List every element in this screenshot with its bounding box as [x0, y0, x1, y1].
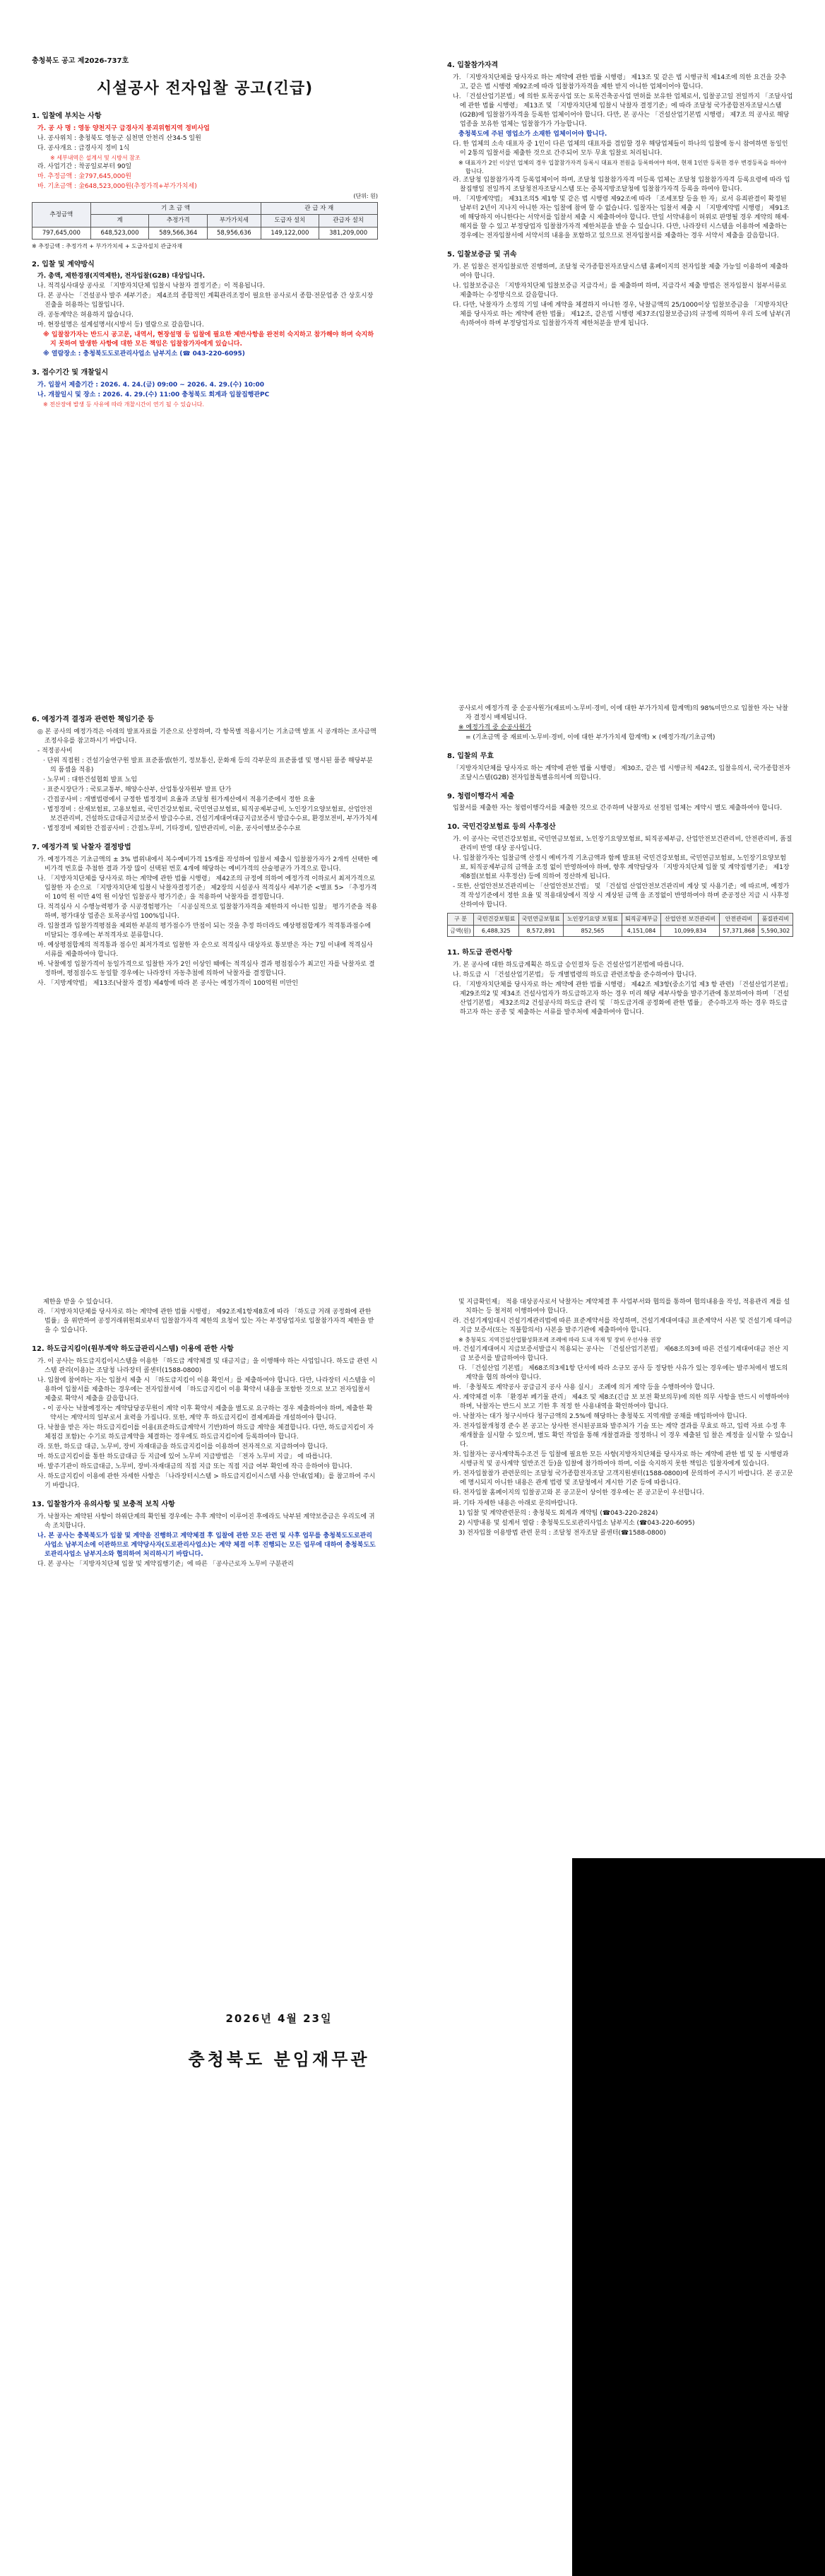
award-ga: 가. 예정가격은 기초금액의 ± 3% 범위내에서 복수예비가격 15개를 작성하여 입찰서 제출시 입찰참가자가 2개씩 선택한 예비가격 번호를 추첨한 결과 가장 많이 선택된 번호 4개에 해당하는 예비가격의 산술평균가 가격으로 합니다. [37, 856, 378, 873]
eligibility-da-note: ※ 대표자가 2인 이상인 업체의 경우 입찰참가자격 등록시 대표자 전원을 등록하여야 하며, 현재 1인만 등록한 경우 변경등록을 하여야 합니다. [458, 159, 787, 175]
guardian-na: 나. 입찰에 참여하는 자는 입찰서 제출 시 「하도급지킴이 이용 확인서」를 제출하여야 합니다. 다만, 나라장터 시스템을 이용하여 입찰서를 제출하는 경우에는 전자입찰서에 「하도급지킴이 이용 확약서 내용을 포함한 것으로 보고 전자입찰서 제출로 확약서 제출을 갈음합니다. [37, 1376, 376, 1402]
page3-right-column [447, 1297, 793, 1539]
notes-ja: 자. 전자입찰개청경 준수 본 공고는 상사한 전시된공표와 발주처가 기술 또는 계약 결과를 무효로 하고, 입력 자료 수정 후 재개찰을 실시할 수 있으며, 별도 확인 작업을 통해 개찰결과를 정정하니 이 경우 제출된 입 찰은 계정을 실시할 수 있습니다. [453, 1423, 793, 1449]
insurance-value-3: 852,565 [564, 925, 622, 937]
insurance-header-7: 품질관리비 [758, 914, 793, 926]
award-da: 다. 적격심사 시 수행능력평가 중 시공경험평가는 「시공실적으로 입찰참가자격을 제한하지 아니한 입찰」 평가기준을 적용하며, 평가대상 업종은 토목공사업 100%입니다. [37, 903, 378, 920]
award-ra: 라. 입찰결과 입찰가격평점을 제외한 부분의 평가점수가 만점이 되는 것을 추정 하더라도 예상평점합계가 적격통과점수에 미달되는 경우에는 부적격자로 분류합니다. [37, 922, 371, 939]
section-5-title: 5. 입찰보증금 및 귀속 [447, 251, 517, 259]
integrity-pledge: 입찰서를 제출한 자는 청렴이행각서를 제출한 것으로 간주하며 낙찰자로 선정된 업체는 계약시 별도 제출하여야 합니다. [453, 805, 783, 813]
insurance-na: 나. 입찰참가자는 입찰금액 산정시 예비가격 기초금액과 함께 발표된 국민건강보험료, 국민연금보험료, 노인장기요양보험료, 퇴직공제부금의 금액을 조정 없이 반영하여야 하며, 향후 계약담당자 「지방자치단체 입찰 및 계약집행기준」 제1장 제8절(보험료 사후정산) 등에 의하여 정산하게 됩니다. [453, 854, 790, 881]
cost-item-1: · 단위 직접원 : 건설기술연구원 발표 표준품셈(한기, 정보통신, 문화재 등의 각부문의 표준품셈 및 명시된 품종 해당부분의 품셈을 적용) [43, 757, 373, 774]
insurance-header-5: 산업안전 보건관리비 [661, 914, 720, 926]
site-briefing: 마. 현장설명은 설계설명서(시방서 등) 열람으로 갈음합니다. [37, 321, 204, 329]
budget-value-contractor-install: 149,122,000 [261, 227, 319, 239]
notes-ba: 바. 「충청북도 계약공사 공급금지 공사 사용 실시」 조례에 의거 계약 등을 수행하여야 합니다. [453, 1383, 716, 1391]
section-8-title: 8. 입찰의 무효 [447, 752, 494, 761]
cost-item-6: · 법정경비 제외한 간접공사비 : 간접노무비, 기타경비, 일반관리비, 이윤, 공사이행보증수수료 [43, 825, 301, 832]
net-cost-formula: = (기초금액 중 재료비·노무비·경비, 이에 대한 부가가치세 합계액) × (예정가격/기초금액) [465, 734, 716, 742]
page-1 [0, 0, 825, 608]
eligibility-ma: 마. 「지방계약법」 제31조의5 제1항 및 같은 법 시행령 제92조에 따라 「조세포탈 등을 한 자」로서 유죄판결이 확정된 날부터 2년이 지나지 아니한 자는 입찰에 참여 할 수 없습니다. 입찰자는 입찰서 제출 시 「지방계약법 시행령」 제91조에 해당하지 아니한다는 서약서를 입찰서 제출 시 제출하여야 합니다. 만일 서약내용이 허위로 판명될 경우 계약의 해제·해지를 할 수 있고 부정당업자 입찰참가자격 제한처분을 받을 수 있습니다. 다만, 나라장터 시스템을 이용하여 제출하는 경우에는 전자입찰서에 서약서의 내용을 포함하고 있으므로 전자입찰서를 제출하는 경우 서약서 제출을 갈음합니다. [453, 196, 790, 240]
contract-method: 가. 총액, 제한경쟁(지역제한), 전자입찰(G2B) 대상입니다. [37, 273, 206, 280]
eligibility-na-location: 충청북도에 주된 영업소가 소재한 업체이어야 합니다. [458, 130, 607, 138]
page1-right-column [447, 57, 793, 329]
project-summary: 다. 공사개요 : 급경사지 정비 1식 [37, 144, 130, 152]
guardian-ra: 다. 낙찰을 받은 자는 하도급지킴이를 이용(표준하도급계약서 기반)하여 하도급 계약을 체결합니다. 다만, 하도급지킴이 자체점검 포함)는 수기로 하도급계약을 체결하는 경우에도 하도급지킴이에 등록하여야 합니다. [37, 1424, 374, 1441]
budget-value-sum: 648,523,000 [90, 227, 149, 239]
notes-pa: 파. 기타 자세한 내용은 아래로 문의바랍니다. [453, 1499, 578, 1507]
cost-item-3: · 표준시장단가 : 국토교통부, 해양수산부, 산업통상자원부 발표 단가 [43, 786, 232, 793]
budget-value-price: 589,566,364 [149, 227, 208, 239]
notes-sa: 사. 계약체결 이후 「환경부 페기물 관리」 제4조 및 제8조(긴급 보 보전 확보의무)에 의한 의무 사항을 반드시 이행하여야 하며, 낙찰자는 반드시 보고 기한 후 적정 한 사용내역을 확인하여야 합니다. [453, 1394, 790, 1411]
award-ba: 바. 낙찰예정 입찰가격이 동일가격으로 입찰한 자가 2인 이상인 때에는 적격심사 결과 평점점수가 최고인 자를 낙찰자로 결정하며, 평점점수도 동일할 경우에는 나라장터 자동추첨에 의하여 낙찰자를 결정합니다. [37, 961, 375, 978]
subcontract-ga: 가. 본 공사에 대한 하도급계획은 하도급 승인절차 등은 건설산업기본법에 따릅니다. [453, 961, 684, 969]
page-3 [0, 1241, 825, 1848]
insurance-header-2: 국민연금보험료 [518, 914, 564, 926]
notes-ma: 마. 건설기계대여시 지급보증서발급시 적용되는 공사는 「건설산업기본법」 제68조의3에 따른 건설기계대여대금 전산 지급 보증서를 발급하여야 합니다. [453, 1345, 789, 1362]
budget-header-vat: 부가가치세 [208, 215, 261, 227]
section-11-title: 11. 하도급 관련사항 [447, 949, 513, 957]
guardian-aa: 사. 하도급지킴이 이용에 관한 자세한 사항은 「나라장터시스템 > 하도급지킴이시스템 사용 안내(업체)」를 참고하여 주시기 바랍니다. [37, 1473, 376, 1490]
page-title: 시설공사 전자입찰 공고(긴급) [96, 80, 314, 98]
base-amount: 바. 기초금액 : 金648,523,000원(추정가격+부가가치세) [37, 183, 197, 191]
invalid-bids: 「지방자치단체를 당사자로 하는 계약에 관한 법률 시행령」 제30조, 같은 법 시행규칙 제42조, 입찰유의서, 국가종합전자조달시스템(G2B) 전자입찰특별유의서에 의합니다. [453, 764, 790, 781]
guardian-sa: 바. 발주기관이 하도급대금, 노무비, 장비·자재대금의 직접 지급 또는 직접 지급 여부 확인에 작극 응하여야 합니다. [37, 1463, 352, 1471]
contact-design: 2) 시방내용 및 설계서 열람 : 충청북도도로관리사업소 남부지소 (☎043-220-6095) [458, 1519, 695, 1527]
section-9-title: 9. 청렴이행각서 제출 [447, 792, 514, 800]
insurance-header-6: 안전관리비 [720, 914, 759, 926]
eligibility-na: 나. 「건설산업기본법」에 의한 토목공사업 또는 토목건축공사업 면허를 보유한 업체로서, 입찰공고일 전일까지 「조달사업에 관한 법률 시행령」 제13조 및 「지방자치단체 입찰시 낙찰자 결정기준」에 따라 조달청 국가종합전자조달시스템(G2B)에 입찰참가자격을 등록한 업체이어야 합니다. 다만, 본 공사는 「건설산업기본법 시행령」 제7조 의 공사로 해당 업종을 보유한 업체는 입찰참가가 가능합니다. [453, 93, 793, 128]
page-4 [0, 1858, 825, 2576]
cross-market-entry: 다. 본 공사는 「건설공사 발주 세부기준」 제4조의 종합적인 계획관리조정이 필요한 공사로서 종합·전문업종 간 상호시장 진출을 허용하는 입찰입니다. [37, 293, 374, 309]
award-sa-continued: 공사로서 예정가격 중 순공사원가(재료비·노무비·경비, 이에 대한 부가가치세 합계액)의 98%미만으로 입찰한 자는 낙찰자 결정시 배제됩니다. [458, 705, 789, 722]
opening-delay-note: ※ 전산장애 발생 등 사유에 따라 개찰시간이 연기 될 수 있습니다. [43, 401, 204, 408]
insurance-value-6: 57,371,868 [720, 925, 759, 937]
section-13-title: 13. 입찰참가자 유의사항 및 보충적 보칙 사항 [32, 1501, 175, 1509]
eligibility-ga: 가. 「지방자치단체를 당사자로 하는 계약에 관한 법률 시행령」 제13조 및 같은 법 시행규칙 제14조에 의한 요건을 갖추고, 같은 법 시행령 제92조에 따라 입찰참가자격을 제한 받지 아니한 업체이어야 합니다. [453, 73, 787, 90]
bidder-warning: ※ 입찰참가자는 반드시 공고문, 내역서, 현장설명 등 입찰에 필요한 제반사항을 완전히 숙지하고 참가해야 하며 숙지하지 못하여 발생한 사항에 대한 모든 책임은 입찰참가자에게 있습니다. [43, 331, 374, 348]
subcontract-ra: 라. 「지방자치단체를 당사자로 하는 계약에 관한 법률 시행령」 제92조제1항제8호에 따라 「하도급 거래 공정화에 관한 법률」을 위반하여 공정거래위원회로부터 입찰참가자격 제한의 요청이 있는 자는 부정당업자로 입찰참가자격 제한을 받을 수 있습니다. [37, 1308, 374, 1335]
project-summary-note: ※ 세부내역은 설계서 및 시방서 참조 [50, 154, 141, 161]
section-12-title: 12. 하도급지킴이(원부계약 하도급관리시스템) 이용에 관한 사항 [32, 1345, 234, 1354]
deposit-ga: 가. 본 입찰은 전자입찰로만 진행하며, 조달청 국가종합전자조달시스템 홈페이지의 전자입찰 제출 가능일 이용하여 제출하여야 합니다. [453, 263, 788, 280]
notes-ka: 카. 전자입찰참가 관련문의는 조달청 국가종합전자조달 고객지원센터(1588-0800)에 문의하여 주시기 바랍니다. 본 공고문에 명시되지 아니한 내용은 관계 법령 및 조달청에서 게시한 기준 등에 따릅니다. [453, 1470, 793, 1487]
insurance-header-4: 퇴직공제부금 [622, 914, 661, 926]
budget-header-sum: 계 [90, 215, 149, 227]
insurance-header-1: 국민건강보험료 [474, 914, 519, 926]
budget-value-government-install: 381,209,000 [319, 227, 378, 239]
guardian-ga: 가. 이 공사는 하도급지킴이시스템을 이용한 「하도급 계약체결 및 대금지급」을 이행해야 하는 사업입니다. 하도급 관련 시스템 관리(이용)는 조달청 나라장터 콜센터(1588-0800) [37, 1357, 378, 1374]
award-na: 나. 「지방자치단체를 당사자로 하는 계약에 관한 법률 시행령」 제42조의 규정에 의하여 예정가격 이하로서 최저가격으로 입찰한 자 순으로 「지방자치단체 입찰시 낙찰자결정기준」 제2장의 시설공사 적격심사 세부기준 <별표 5> 「추정가격이 10억 원 이만 4억 원 이상인 입찰공사 평가기준」을 적용하여 낙찰자를 결정합니다. [37, 875, 377, 901]
notice-number: 충청북도 공고 제2026-737호 [32, 57, 129, 65]
net-cost-label: ※ 예정가격 중 순공사원가 [458, 724, 532, 732]
insurance-da: - 또한, 산업안전보건관리비는 「산업안전보건법」 및 「건설업 산업안전보건관리비 계상 및 사용기준」에 따르며, 예정가격 작성기준에서 정한 요율 및 적용대상에서 직상 시 계상된 금액 을 조정없이 반영하여야 하며 준공정산 지급 시 사후정산하여야 합니다. [453, 883, 790, 909]
issuing-authority: 충청북도 분임재무관 [188, 2050, 370, 2069]
subcontract-na: 나. 하도급 시 「건설산업기본법」 등 개별법령의 하도급 관련조항을 준수하여야 합니다. [453, 971, 697, 979]
project-location: 나. 공사위치 : 충청북도 영동군 심천면 안천리 산34-5 일원 [37, 134, 201, 142]
deposit-na: 나. 입찰보증금은 「지방자치단체 입찰보증금 지급각서」를 제출하며 하며, 지급각서 제출 방법은 전자입찰시 첨부서류로 제출하는 수정방식으로 갈음합니다. [453, 283, 787, 300]
guardian-ma: 라. 또한, 하도급 대금, 노무비, 장비 자재대금을 하도급지킴이를 이용하여 전자적으로 지급하여야 합니다. [37, 1443, 328, 1451]
budget-note: ※ 추정금액 : 추정가격 + 부가가치세 + 도급자설치 관급자재 [32, 242, 183, 249]
insurance-row-label: 금액(원) [448, 925, 474, 937]
page3-left-column [32, 1297, 378, 1570]
guardian-da: - 이 공사는 낙찰예정자는 계약담당공무원이 계약 이후 확약서 제출을 별도로 요구하는 경우 제출하여야 하며, 제출한 확약서는 계약서의 일부로서 효력을 가집니다. 또한, 계약 후 하도급지킴이 결제계좌를 개설하여야 합니다. [43, 1405, 373, 1422]
budget-header-base: 기 초 금 액 [90, 202, 261, 214]
section-6-title: 6. 예정가격 결정과 관련한 책임기준 등 [32, 716, 155, 723]
submission-period: 가. 입찰서 제출기간 : 2026. 4. 24.(금) 09:00 ~ 2026. 4. 29.(수) 10:00 [37, 381, 265, 389]
eligibility-ra: 라. 조달청 입찰참가자격 등록업체이어 하며, 조달청 입찰참가자격 미등록 업체는 조달청 입찰참가자격 등록요령에 따라 입찰집행일 전일까지 조달청전자조달시스템 또는 중복지방조달청에 입찰참가자격 등록을 하여야 합니다. [453, 177, 790, 194]
subcontract-da: 다. 「지방자치단체를 당사자로 하는 계약에 관한 법률 시행령」 제42조 제3항(중소기업 제3 항 관련) 「건설산업기본법」 제29조의2 및 제34조 건설사업자가 하도급하고자 하는 경우 미리 해당 세부사항을 발주기관에 통보하여야 하며 「건설산업기본법」 제32조의2 건설공사의 하도급 관리 및 「하도급거래 공정화에 관한 법률」 준수하고자 하는 경우 하도급하고자 하는 공종 및 제출하는 서류를 발주처에 제출하여야 합니다. [453, 981, 792, 1017]
insurance-value-7: 5,590,302 [758, 925, 793, 937]
announcement-date: 2026년 4월 23일 [225, 2012, 333, 2025]
notes-ma-sub: 다. 「건설산업 기본법」 제68조의3제1항 단서에 따라 소규모 공사 등 정당한 사유가 있는 경우에는 발주처에서 별도의 계약을 협의 하여야 합니다. [458, 1364, 788, 1381]
notes-ra: 라. 건설기계임대시 건설기계관리법에 따른 표준계약서를 작성하며, 건설기계대여대금 표준계약서 사본 및 건설기계 대여금 지급 보증서(또는 직불합의서) 사본을 발주기관에 제출하여야 합니다. [453, 1318, 793, 1335]
notes-da-continued: 및 지급확인제」 적용 대상공사로서 낙찰자는 계약체결 후 사업부서와 협의를 통하여 협의내용을 작성, 적용관리 계를 설치하는 등 철저히 이행하여야 합니다. [458, 1299, 790, 1316]
section-4-title: 4. 입찰참가자격 [447, 61, 499, 69]
insurance-value-5: 10,099,834 [661, 925, 720, 937]
section-3-title: 3. 접수기간 및 개찰일시 [32, 369, 109, 377]
notes-da: 다. 본 공사는 「지방자치단체 입찰 및 계약집행기준」에 따른 「공사근로자 노무비 구분관리 [37, 1561, 294, 1568]
budget-header-government-install: 관급자 설치 [319, 215, 378, 227]
notes-cha: 차. 입찰자는 공사계약특수조건 등 입찰에 필요한 모든 사항(지방자치단체를 당사자로 하는 계약에 관한 법 및 동 시행령과 시행규칙 및 공사계약 일반조건 등)을 입찰에 참가하여야 하며, 이를 숙지하지 못한 책임은 입찰자에게 있습니다. [453, 1451, 789, 1468]
insurance-header-3: 노인장기요양 보험료 [564, 914, 622, 926]
section-10-title: 10. 국민건강보험료 등의 사후정산 [447, 823, 556, 832]
budget-table [32, 202, 378, 240]
project-name: 가. 공 사 명 : 영동 양천지구 급경사지 붕괴위험지역 정비사업 [37, 124, 210, 132]
joint-contract: 라. 공동계약은 허용하지 않습니다. [37, 312, 134, 319]
insurance-value-1: 6,488,325 [474, 925, 519, 937]
notes-na: 나. 본 공사는 충북북도가 입찰 및 계약을 진행하고 계약체결 후 입찰에 관한 모든 관련 및 사후 업무를 충청북도도로관리사업소 남부지소에 이관하므로 계약당사자(도로관리사업소)는 계약 체결 이후 진행되는 모든 업무에 대하여 충청북도도로관리사업소 남부지소와 협의하여 처리하시기 바랍니다. [37, 1532, 376, 1559]
project-period: 라. 사업기간 : 착공일로부터 90일 [37, 163, 132, 171]
page-2 [0, 620, 825, 1227]
insurance-value-4: 4,151,084 [622, 925, 661, 937]
section-1-title: 1. 입찰에 부치는 사항 [32, 112, 102, 120]
price-basis: ◎ 본 공사의 예정가격은 아래의 발표자료를 기준으로 산정하며, 각 항목별 적용시기는 기초금액 발표 시 공개하는 조사금액조정사유를 참고하시기 바랍니다. [37, 728, 376, 745]
cost-heading: - 적정공사비 [37, 747, 73, 755]
redaction-block [572, 1858, 825, 2576]
award-ma: 마. 예상평점합계의 적격통과 점수인 최저가격로 입찰한 자 순으로 적격심사 대상자로 통보받은 자는 7일 이내에 적격심사서류를 제출하여야 합니다. [37, 941, 373, 958]
budget-value-vat: 58,956,636 [208, 227, 261, 239]
section-7-title: 7. 예정가격 및 낙찰자 결정방법 [32, 844, 131, 852]
section-2-title: 2. 입찰 및 계약방식 [32, 260, 95, 268]
notes-ta: 타. 전자입찰 홈페이지의 입찰공고와 본 공고문이 상이한 경우에는 본 공고문이 우선합니다. [453, 1489, 705, 1497]
budget-header-contractor-install: 도급자 설치 [261, 215, 319, 227]
award-sa: 사. 「지방계약법」 제13조(낙찰자 결정) 제4항에 따라 본 공사는 예정가격이 100억원 미만인 [37, 980, 299, 988]
cost-item-2: · 노무비 : 대한건설협회 발표 노임 [43, 776, 138, 784]
qualification-review: 나. 적격심사대상 공사로 「지방자치단체 입찰시 낙찰자 결정기준」이 적용됩니다. [37, 283, 265, 290]
unit-label: (단위: 원) [353, 193, 378, 200]
guardian-ba: 마. 하도급지킴이를 통한 하도급대금 등 지급에 있어 노무비 지급방법은 「전자 노무비 지급」 에 따릅니다. [37, 1453, 333, 1461]
subcontract-continued: 제한을 받을 수 있습니다. [43, 1299, 113, 1306]
insurance-value-2: 8,572,891 [518, 925, 564, 937]
opening-datetime: 나. 개찰일시 및 장소 : 2026. 4. 29.(수) 11:00 충청북도 회계과 입찰집행관PC [37, 391, 270, 398]
insurance-header-0: 구 분 [448, 914, 474, 926]
page2-left-column [32, 711, 378, 989]
page2-right-column [447, 704, 793, 1018]
budget-value-estimated: 797,645,000 [32, 227, 91, 239]
budget-header-government: 관 급 자 재 [261, 202, 377, 214]
deposit-da: 다. 다만, 낙찰자가 소정의 기일 내에 계약을 체결하지 아니한 경우, 낙찰금액의 25/1000이상 입찰보증금을 「지방자치단체를 당사자로 하는 계약에 관한 법률」 제12조, 같은법 시행령 제37조(입찰보증금)의 규정에 의하여 우리 도에 납부(귀속)하여야 하며 부정당업자로 입찰참가자격 제한처분을 받게 됩니다. [453, 302, 790, 328]
budget-header-estimated: 추정금액 [32, 202, 91, 227]
page1-left-column [32, 107, 378, 410]
contact-contract: 1) 입찰 및 계약관련문의 : 충청북도 회계과 계약팀 (☎043-220-2824) [458, 1509, 658, 1517]
notes-ga: 가. 낙찰자는 계약된 사항이 하위단계의 확인될 경우에는 추후 계약이 이루어진 후에라도 낙부된 계약보증금은 우리도에 귀속 조치합니다. [37, 1513, 375, 1530]
cost-item-5: · 법정경비 : 산재보험료, 고용보험료, 국민건강보험료, 국민연금보험료, 퇴직공제부금비, 노인장기요양보험료, 산업안전보건관리비, 건설하도급대금지급보증서 발급수수료, 건설기계대여대금지급보증서 발급수수료, 환경보전비, 부가가치세 [43, 805, 378, 822]
notes-aa: 아. 낙찰자는 대가 청구시마다 청구금액의 2.5%에 해당하는 충청북도 지역개발 공채를 매입하여야 합니다. [453, 1413, 747, 1421]
insurance-table [447, 913, 793, 937]
viewing-location: ※ 열람장소 : 충청북도도로관리사업소 남부지소 (☎ 043-220-6095) [43, 350, 245, 358]
contact-e-procurement: 3) 전자입찰 이용방법 관련 문의 : 조달청 전자조달 콜센터(☎1588-0800) [458, 1529, 666, 1537]
estimated-amount: 마. 추정금액 : 金797,645,000원 [37, 173, 131, 181]
budget-header-price: 추정가격 [149, 215, 208, 227]
insurance-ga: 가. 이 공사는 국민건강보험료, 국민연금보험료, 노인장기요양보험료, 퇴직공제부금, 산업안전보건관리비, 안전관리비, 품질관리비 반영 대상 공사입니다. [453, 835, 793, 852]
notes-ra-note: ※ 충청북도 지역건설산업활성화조례 조례에 따라 도내 자재 및 장비 우선사용 권장 [458, 1337, 662, 1344]
cost-item-4: · 간접공사비 : 개별법령에서 규정한 법정경비 요율과 조달청 원가계산에서 적용기준에서 정한 요율 [43, 796, 316, 803]
eligibility-da: 다. 한 업체의 소속 대표자 중 1인이 다른 업체의 대표자를 겸임할 경우 해당업체들이 하나의 입찰에 동시 참여하면 동일인이 2통의 입찰서를 제출한 것으로 간주되어 모두 무효 입찰로 처리됩니다. [453, 140, 788, 157]
